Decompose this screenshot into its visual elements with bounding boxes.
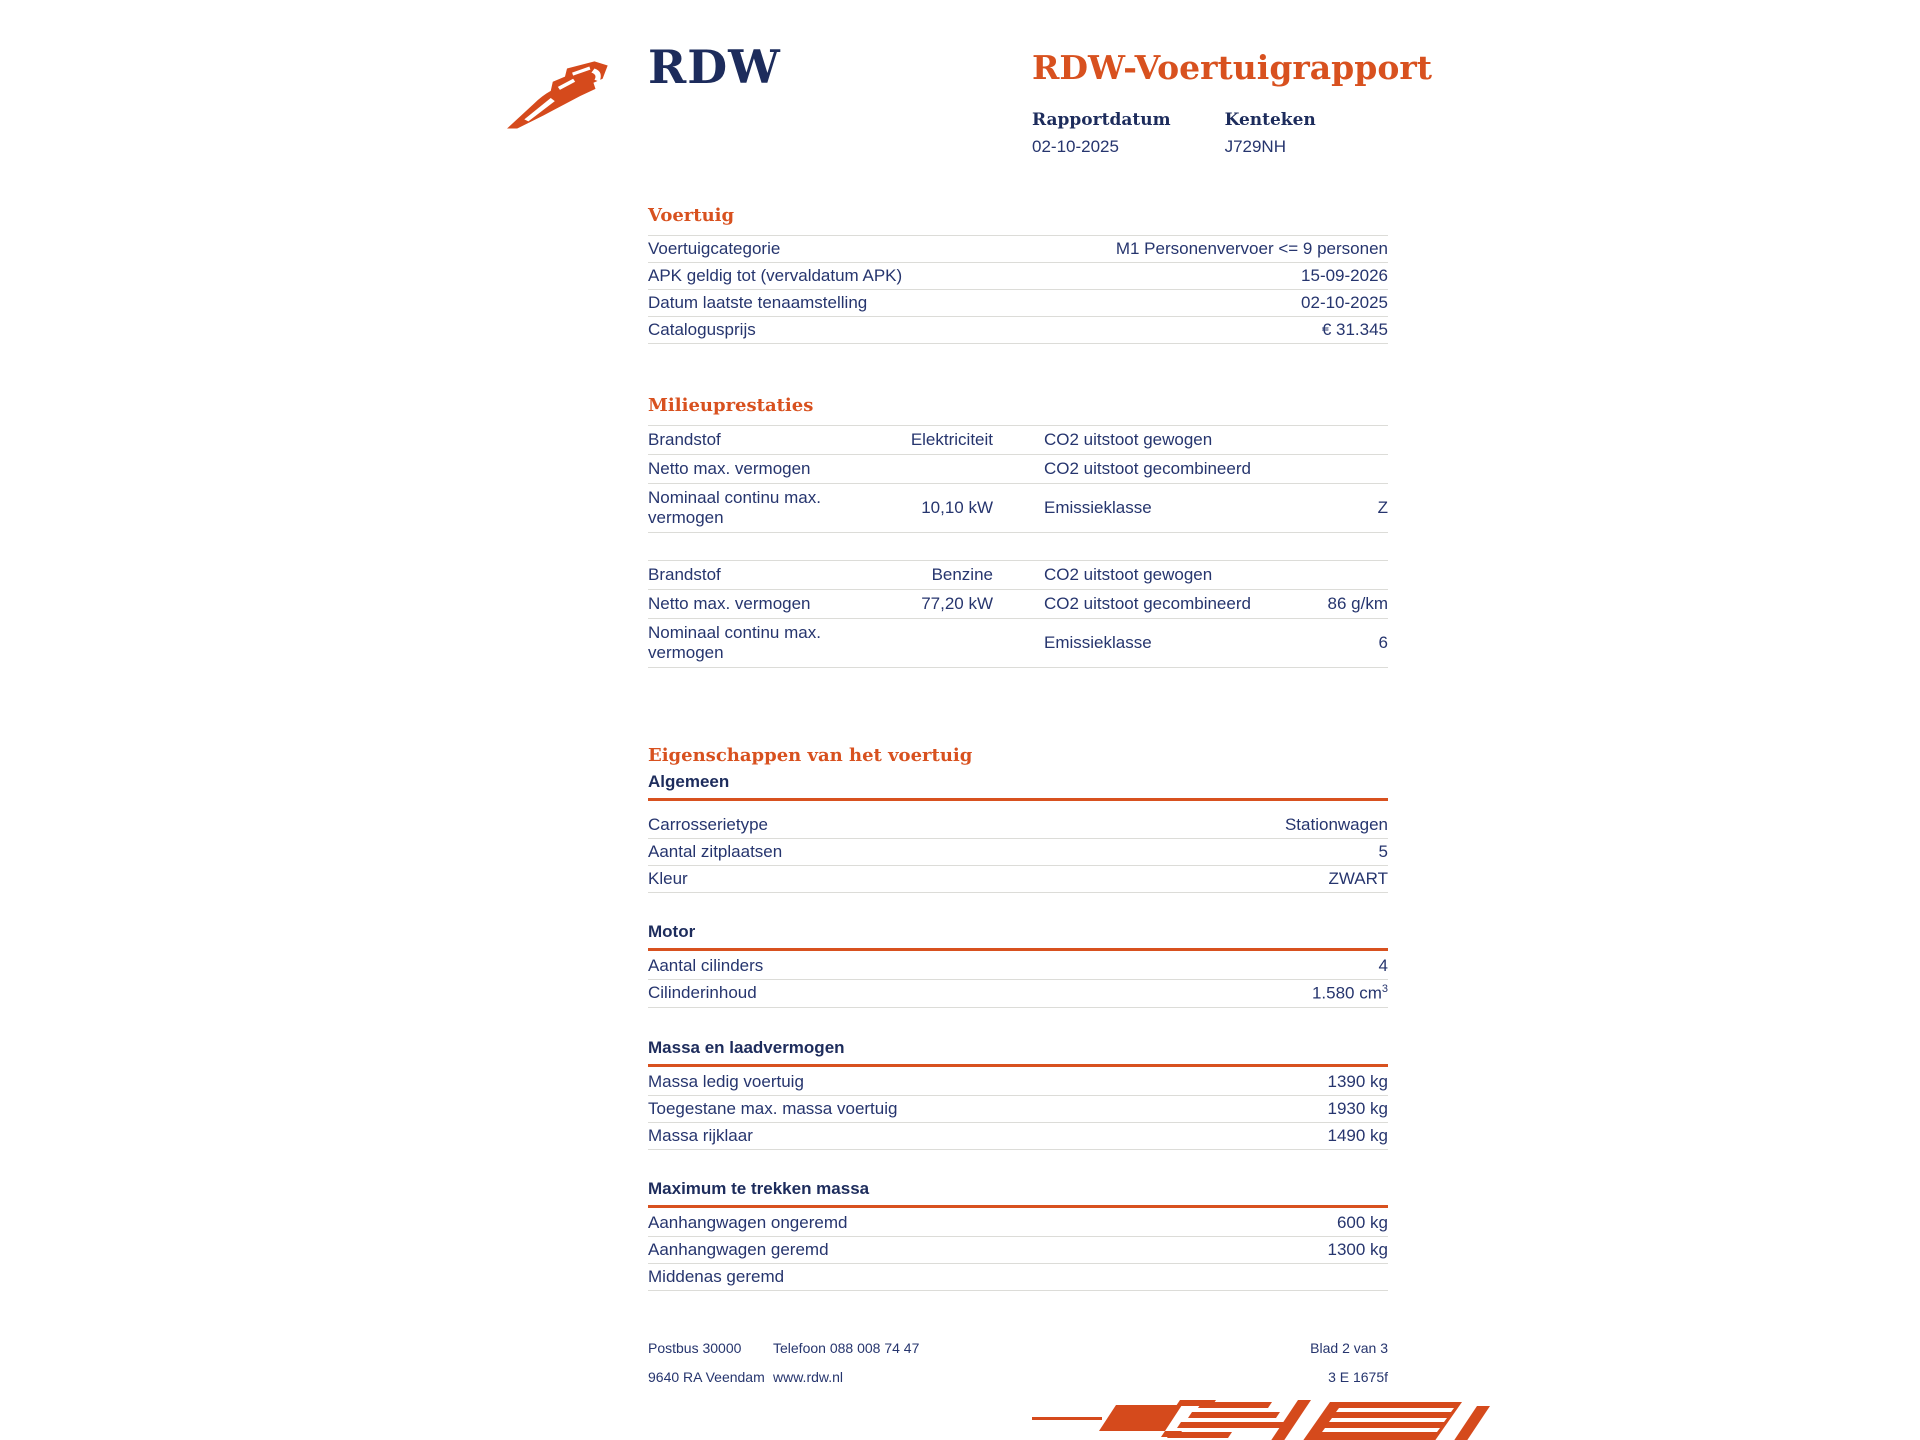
table-row bbox=[648, 1122, 1388, 1150]
row-label: Brandstof bbox=[648, 430, 721, 449]
footer-city: 9640 RA Veendam bbox=[648, 1369, 765, 1385]
license-plate-value: J729NH bbox=[1224, 137, 1286, 156]
table-row bbox=[648, 316, 1388, 344]
row-value: 77,20 kW bbox=[921, 594, 993, 613]
footer-page-indicator: Blad 2 van 3 bbox=[1310, 1340, 1388, 1356]
row-value: 5 bbox=[1378, 842, 1388, 861]
row-label: Carrosserietype bbox=[648, 815, 768, 834]
row-value: 6 bbox=[1378, 633, 1388, 652]
table-row bbox=[648, 425, 1388, 454]
page-title: RDW-Voertuigrapport bbox=[1032, 48, 1432, 87]
row-label: Massa ledig voertuig bbox=[648, 1071, 804, 1091]
table-row bbox=[648, 1210, 1388, 1236]
row-label: Datum laatste tenaamstelling bbox=[648, 293, 868, 312]
row-value: Stationwagen bbox=[1284, 815, 1388, 834]
section-title-voertuig: Voertuig bbox=[648, 205, 735, 226]
table-row bbox=[648, 483, 1388, 533]
subsection-title-massa: Massa en laadvermogen bbox=[648, 1038, 1388, 1067]
table-row bbox=[648, 235, 1388, 262]
row-label: Brandstof bbox=[648, 565, 721, 584]
table-row bbox=[648, 454, 1388, 483]
subsection-title-algemeen: Algemeen bbox=[648, 772, 1388, 801]
row-value: € 31.345 bbox=[1321, 320, 1388, 339]
table-row bbox=[648, 812, 1388, 838]
table-row bbox=[648, 262, 1388, 289]
row-label: Catalogusprijs bbox=[648, 320, 756, 339]
row-value: 1300 kg bbox=[1327, 1239, 1388, 1259]
massa-table bbox=[648, 1069, 1388, 1150]
row-label: Nominaal continu max. vermogen bbox=[648, 623, 821, 662]
row-value-superscript: 3 bbox=[1381, 983, 1388, 995]
report-body bbox=[648, 0, 1388, 1291]
row-value: Elektriciteit bbox=[910, 430, 993, 449]
row-value: 1490 kg bbox=[1327, 1125, 1388, 1145]
table-row bbox=[648, 953, 1388, 979]
table-row bbox=[648, 589, 1388, 618]
section-title-milieuprestaties: Milieuprestaties bbox=[648, 395, 814, 416]
row-label: Kleur bbox=[648, 869, 688, 888]
table-row bbox=[648, 979, 1388, 1008]
row-label: Aantal zitplaatsen bbox=[648, 842, 783, 861]
rdw-stripes-graphic bbox=[1030, 1400, 1502, 1440]
row-value: 600 kg bbox=[1336, 1212, 1388, 1232]
row-value: Benzine bbox=[931, 565, 993, 584]
footer-line-2 bbox=[648, 1369, 1388, 1385]
row-label: Toegestane max. massa voertuig bbox=[648, 1098, 898, 1118]
row-label: Emissieklasse bbox=[1044, 633, 1152, 652]
table-row bbox=[648, 865, 1388, 893]
table-row bbox=[648, 289, 1388, 316]
trekken-massa-table bbox=[648, 1210, 1388, 1291]
footer-phone: Telefoon 088 008 74 47 bbox=[773, 1340, 920, 1356]
row-value: 10,10 kW bbox=[921, 498, 993, 517]
row-label: CO2 uitstoot gewogen bbox=[1044, 565, 1213, 584]
footer-form-code: 3 E 1675f bbox=[1328, 1369, 1388, 1385]
row-label: CO2 uitstoot gecombineerd bbox=[1044, 594, 1251, 613]
row-value: 86 g/km bbox=[1327, 594, 1388, 613]
milieu-table-benzine bbox=[648, 560, 1388, 668]
row-label: APK geldig tot (vervaldatum APK) bbox=[648, 266, 903, 285]
row-label: CO2 uitstoot gecombineerd bbox=[1044, 459, 1251, 478]
rdw-wordmark: RDW bbox=[648, 40, 781, 94]
row-label: Middenas geremd bbox=[648, 1266, 785, 1286]
table-row bbox=[648, 1069, 1388, 1095]
license-plate-label: Kenteken bbox=[1224, 110, 1316, 130]
footer-website: www.rdw.nl bbox=[773, 1369, 844, 1385]
row-label: Massa rijklaar bbox=[648, 1125, 753, 1145]
row-label: Nominaal continu max. vermogen bbox=[648, 488, 821, 527]
rdw-feather-logo-icon bbox=[505, 58, 627, 134]
table-row bbox=[648, 838, 1388, 865]
row-value: Z bbox=[1377, 498, 1388, 517]
row-label: Netto max. vermogen bbox=[648, 594, 811, 613]
row-value bbox=[1312, 983, 1388, 1004]
table-row bbox=[648, 618, 1388, 668]
table-row bbox=[648, 560, 1388, 589]
subsection-title-trekken-massa: Maximum te trekken massa bbox=[648, 1179, 1388, 1208]
footer-line-1 bbox=[648, 1340, 1388, 1356]
table-row bbox=[648, 1095, 1388, 1122]
row-label: Netto max. vermogen bbox=[648, 459, 811, 478]
page-footer bbox=[648, 1340, 1388, 1398]
footer-postbus: Postbus 30000 bbox=[648, 1340, 742, 1356]
report-date-label: Rapportdatum bbox=[1032, 110, 1171, 130]
section-title-eigenschappen: Eigenschappen van het voertuig bbox=[648, 745, 973, 766]
subsection-title-motor: Motor bbox=[648, 922, 1388, 951]
row-value: 4 bbox=[1378, 956, 1388, 975]
row-label: Emissieklasse bbox=[1044, 498, 1152, 517]
table-row bbox=[648, 1263, 1388, 1291]
motor-table bbox=[648, 953, 1388, 1008]
report-date-value: 02-10-2025 bbox=[1032, 137, 1119, 156]
row-label: Aantal cilinders bbox=[648, 956, 764, 975]
row-value-text: 1.580 cm bbox=[1311, 983, 1382, 1003]
row-value: ZWART bbox=[1328, 869, 1388, 888]
row-label: Aanhangwagen geremd bbox=[648, 1239, 829, 1259]
row-label: Aanhangwagen ongeremd bbox=[648, 1212, 848, 1232]
table-row bbox=[648, 1236, 1388, 1263]
milieu-table-elektriciteit bbox=[648, 425, 1388, 533]
row-value: 1930 kg bbox=[1327, 1098, 1388, 1118]
row-label: CO2 uitstoot gewogen bbox=[1044, 430, 1213, 449]
row-value: 02-10-2025 bbox=[1301, 293, 1388, 312]
row-value: 1390 kg bbox=[1327, 1071, 1388, 1091]
algemeen-table bbox=[648, 812, 1388, 893]
row-label: Voertuigcategorie bbox=[648, 239, 781, 258]
row-value: 15-09-2026 bbox=[1301, 266, 1388, 285]
row-value: M1 Personenvervoer <= 9 personen bbox=[1115, 239, 1388, 258]
row-label: Cilinderinhoud bbox=[648, 983, 757, 1003]
voertuig-table bbox=[648, 235, 1388, 344]
